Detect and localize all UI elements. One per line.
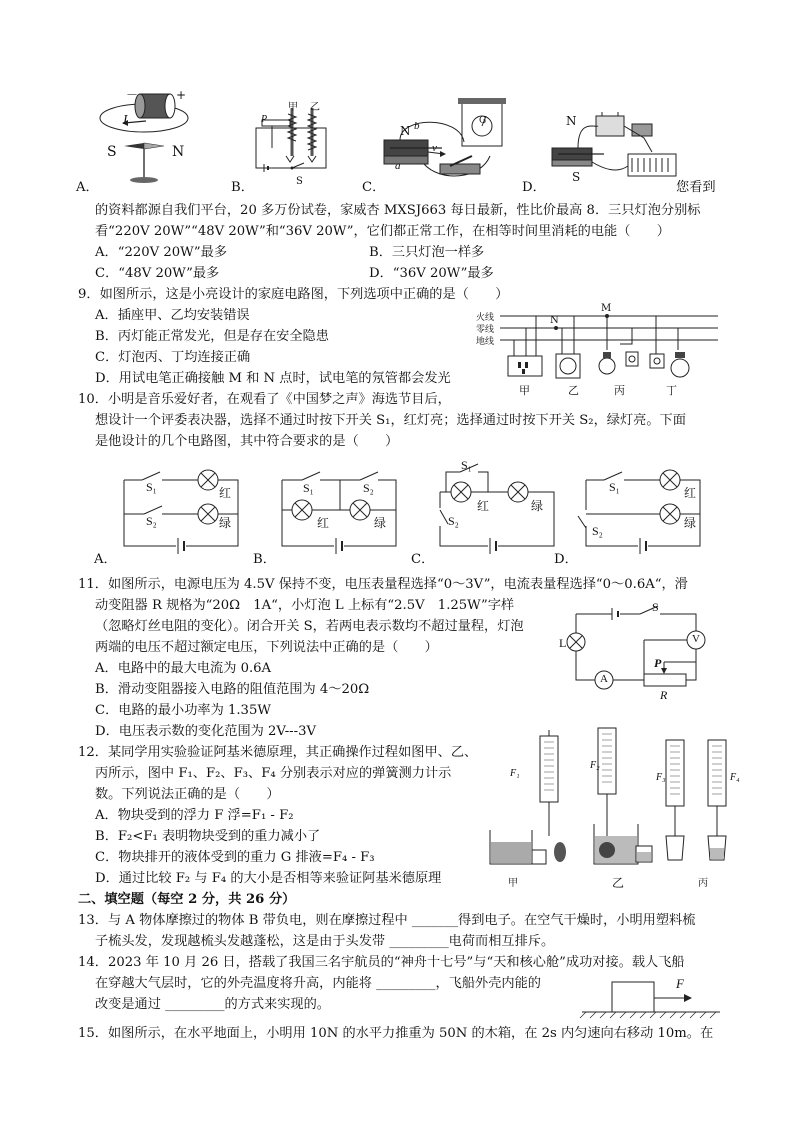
q8-line-2: 看“220V 20W”“48V 20W”和“36V 20W”，它们都正常工作，在相等时间里消耗的电能（ ） — [95, 224, 670, 239]
q12-option-a: A．物块受到的浮力 F 浮=F₁ - F₂ — [95, 808, 294, 823]
q14-line-2: 在穿越大气层时，它的外壳温度将升高，内能将 _________，飞船外壳内能的 — [95, 976, 541, 991]
q10-option-b: B． — [253, 552, 276, 567]
q12-option-b: B．F₂<F₁ 表明物块受到的重力减小了 — [95, 829, 321, 844]
q7-option-b: B． — [231, 180, 254, 195]
q7-figa-minus: － — [126, 88, 139, 102]
q7-figd-s: S — [572, 170, 581, 184]
q11-option-d: D．电压表示数的变化范围为 2V---3V — [95, 724, 316, 739]
q7-option-d: D． — [522, 180, 546, 195]
q10-d-s2: S₂ — [592, 524, 603, 538]
q12-fig-f1: F₁ — [510, 768, 520, 779]
q9-fig-n: N — [550, 315, 559, 326]
q10-circuit-b — [280, 470, 400, 556]
q10-option-c: C． — [411, 552, 435, 567]
q7-figb-yi: 乙 — [310, 102, 320, 113]
q7-figure-c-induction — [380, 96, 510, 186]
q7-figc-n: N — [400, 124, 411, 138]
q11-fig-v: V — [692, 633, 700, 645]
section-2-title: 二、填空题（每空 2 分，共 26 分） — [78, 892, 296, 907]
q9-fig-m: M — [601, 303, 612, 314]
q9-household-circuit-diagram — [470, 304, 720, 394]
q9-fig-ding: 丁 — [666, 384, 677, 397]
q11-line-1: 11．如图所示，电源电压为 4.5V 保持不变，电压表量程选择“0～3V”，电流表量程选择“0～0.6A“，滑 — [78, 577, 688, 592]
q12-line-1: 12．某同学用实验验证阿基米德原理，其正确操作过程如图甲、乙、 — [78, 745, 478, 760]
q11-line-3: （忽略灯丝电阻的变化）。闭合开关 S，若两电表示数均不超过量程，灯泡 — [95, 619, 524, 634]
q7-option-c: C． — [362, 180, 386, 195]
q11-option-c: C．电路的最小功率为 1.35W — [95, 703, 271, 718]
q10-line-3: 是他设计的几个电路图，其中符合要求的是（ ） — [95, 434, 399, 449]
q11-fig-r: R — [660, 688, 668, 702]
q10-a-green: 绿 — [219, 516, 232, 530]
q10-line-2: 想设计一个评委表决器，选择不通过时按下开关 S₁，红灯亮；选择通过时按下开关 S₂，绿灯亮。下面 — [95, 413, 686, 428]
q9-option-b: B．丙灯能正常发光，但是存在安全隐患 — [95, 329, 329, 344]
q10-b-s2: S₂ — [363, 481, 374, 495]
q10-d-green: 绿 — [684, 516, 697, 530]
q11-fig-l: L — [559, 636, 567, 650]
q15-line-1: 15．如图所示，在水平地面上，小明用 10N 的水平力推重为 50N 的木箱，在 2s 内匀速向右移动 10m。在 — [78, 1026, 714, 1041]
q14-line-1: 14．2023 年 10 月 26 日，搭载了我国三名宇航员的“神舟十七号”与“天和核心舱”成功对接。载人飞船 — [78, 955, 685, 970]
q7-figc-a: a — [395, 160, 401, 172]
q7-option-a: A． — [76, 180, 99, 195]
q10-c-green: 绿 — [531, 499, 544, 513]
q9-fig-jia: 甲 — [519, 384, 530, 397]
q14-line-3: 改变是通过 _________的方式来实现的。 — [95, 997, 330, 1012]
q9-fig-fire-wire: 火线 — [476, 313, 495, 323]
q10-circuit-a — [122, 466, 242, 556]
q10-line-1: 10．小明是音乐爱好者，在观看了《中国梦之声》海选节目后， — [78, 392, 451, 407]
q7-figb-p: P — [261, 114, 268, 125]
q12-fig-yi: 乙 — [612, 876, 625, 890]
q12-fig-jia: 甲 — [508, 878, 518, 889]
q11-option-b: B．滑动变阻器接入电路的阻值范围为 4～20Ω — [95, 682, 370, 697]
q10-a-s1: S₁ — [146, 480, 157, 494]
q12-fig-bing: 丙 — [698, 878, 708, 889]
q9-fig-ground-wire: 地线 — [476, 337, 495, 347]
q11-fig-s: S — [652, 600, 659, 614]
q12-fig-f3: F₃ — [656, 772, 666, 783]
q8-option-c: C．“48V 20W”最多 — [95, 266, 220, 281]
q7-figc-v: v — [432, 142, 437, 154]
q9-fig-yi: 乙 — [568, 384, 579, 397]
q12-line-3: 数。下列说法正确的是（ ） — [95, 787, 280, 802]
q10-a-red: 红 — [219, 486, 232, 500]
q7-figc-b: b — [414, 120, 420, 132]
q7-tail-text: 您看到 — [676, 180, 716, 195]
q9-stem: 9．如图所示，这是小亮设计的家庭电路图，下列选项中正确的是（ ） — [78, 287, 509, 302]
q11-option-a: A．电路中的最大电流为 0.6A — [95, 661, 272, 676]
q11-fig-a: A — [600, 673, 608, 685]
q7-figa-plus: + — [176, 88, 187, 102]
q15-pushing-box-figure — [574, 974, 724, 1018]
q7-figa-s: S — [107, 144, 117, 160]
q10-c-s1: S₁ — [461, 458, 472, 472]
q14-fig-f: F — [676, 976, 684, 991]
q7-figd-n: N — [566, 114, 577, 128]
q8-line-1: 的资料都源自我们平台，20 多万份试卷，家威杏 MXSJ663 每日最新，性比价最高 8．三只灯泡分别标 — [95, 203, 701, 218]
q7-figc-g: G — [479, 116, 487, 126]
q10-b-red: 红 — [317, 516, 330, 530]
q12-option-c: C．物块排开的液体受到的重力 G 排液=F₄ - F₃ — [95, 850, 375, 865]
q10-circuit-d — [584, 466, 704, 556]
q8-option-a: A．“220V 20W”最多 — [95, 245, 228, 260]
q9-fig-zero-wire: 零线 — [476, 325, 495, 335]
q13-line-1: 13．与 A 物体摩擦过的物体 B 带负电，则在摩擦过程中 _______得到电子。在空气干燥时，小明用塑料梳 — [78, 913, 696, 928]
q10-c-s2: S₂ — [448, 514, 459, 528]
q10-option-a: A． — [94, 552, 117, 567]
q11-fig-p: P — [654, 656, 662, 670]
q9-option-d: D．用试电笔正确接触 M 和 N 点时，试电笔的氖管都会发光 — [95, 371, 451, 386]
q12-line-2: 丙所示，图中 F₁、F₂、F₃、F₄ 分别表示对应的弹簧测力计示 — [95, 766, 452, 781]
q9-option-a: A．插座甲、乙均安装错误 — [95, 308, 250, 323]
q7-figa-n: N — [172, 144, 185, 160]
q9-option-c: C．灯泡丙、丁均连接正确 — [95, 350, 251, 365]
q11-line-2: 动变阻器 R 规格为“20Ω 1A“，小灯泡 L 上标有“2.5V 1.25W”字样 — [95, 598, 515, 613]
q12-fig-f2: F₂ — [590, 760, 600, 771]
q8-option-b: B．三只灯泡一样多 — [369, 245, 485, 260]
q11-line-4: 两端的电压不超过额定电压，下列说法中正确的是（ ） — [95, 640, 438, 655]
q10-a-s2: S₂ — [146, 514, 157, 528]
q12-fig-f4: F₄ — [730, 772, 740, 783]
q7-figa-current: I — [123, 112, 128, 127]
q13-line-2: 子梳头发，发现越梳头发越蓬松，这是由于头发带 _________电荷而相互排斥。 — [95, 934, 555, 949]
q10-option-d: D． — [554, 552, 578, 567]
q10-c-red: 红 — [477, 499, 490, 513]
q9-fig-bing: 丙 — [614, 384, 625, 397]
q10-d-red: 红 — [684, 486, 697, 500]
q10-b-s1: S₁ — [303, 481, 314, 495]
q8-option-d: D．“36V 20W”最多 — [369, 266, 494, 281]
q7-figb-jia: 甲 — [288, 102, 298, 113]
q7-figb-s: S — [296, 176, 303, 187]
q10-b-green: 绿 — [374, 516, 387, 530]
q11-circuit-diagram — [568, 604, 718, 690]
q12-option-d: D．通过比较 F₂ 与 F₄ 的大小是否相等来验证阿基米德原理 — [95, 871, 442, 886]
q12-archimedes-experiment-figure — [486, 724, 748, 884]
q10-d-s1: S₁ — [609, 480, 620, 494]
